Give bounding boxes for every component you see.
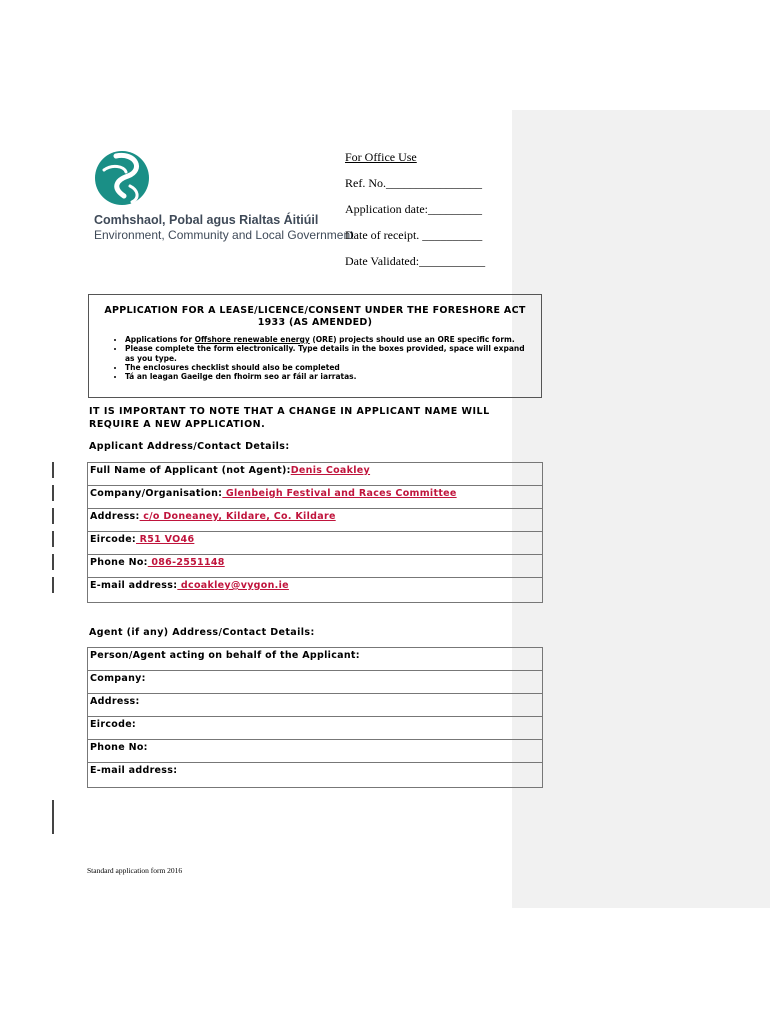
agent-table	[87, 647, 543, 788]
applicant-email-row[interactable]: E-mail address: dcoakley@vygon.ie	[90, 580, 289, 591]
application-title-box	[88, 294, 542, 398]
agent-heading: Agent (if any) Address/Contact Details:	[89, 627, 315, 638]
change-bar	[52, 800, 54, 834]
agent-email-row[interactable]: E-mail address:	[90, 765, 178, 776]
comment-margin-panel	[512, 110, 770, 908]
applicant-name-row[interactable]: Full Name of Applicant (not Agent):Denis Coakley	[88, 463, 542, 486]
applicant-eircode-value[interactable]: R51 VO46	[136, 534, 195, 545]
instruction-item: • Applications for Offshore renewable energy (ORE) projects should use an ORE specific form.	[125, 335, 529, 344]
agent-company-row[interactable]: Company:	[88, 671, 542, 694]
applicant-phone-row[interactable]: Phone No: 086-2551148	[88, 555, 542, 578]
agent-eircode-row[interactable]: Eircode:	[88, 717, 542, 740]
application-date-field: Application date:_________	[345, 202, 482, 216]
change-bar	[52, 485, 54, 501]
applicant-company-value[interactable]: Glenbeigh Festival and Races Committee	[222, 488, 457, 499]
instruction-item: • Please complete the form electronically. Type details in the boxes provided, space will expand as you type.	[125, 344, 529, 363]
applicant-address-row[interactable]: Address: c/o Doneaney, Kildare, Co. Kildare	[88, 509, 542, 532]
change-bar	[52, 554, 54, 570]
applicant-name-value[interactable]: Denis Coakley	[290, 465, 371, 476]
office-use-block	[345, 150, 485, 280]
receipt-date-field: Date of receipt. __________	[345, 228, 483, 242]
logo-name-english: Environment, Community and Local Government	[94, 228, 354, 242]
agent-person-row[interactable]: Person/Agent acting on behalf of the Applicant:	[88, 648, 542, 671]
ore-link[interactable]: Offshore renewable energy	[194, 335, 310, 344]
agent-phone-row[interactable]: Phone No:	[88, 740, 542, 763]
agent-address-row[interactable]: Address:	[88, 694, 542, 717]
instruction-item: • The enclosures checklist should also be completed	[125, 363, 529, 372]
footer-text: Standard application form 2016	[87, 866, 183, 875]
instructions-list	[89, 335, 541, 381]
office-use-title: For Office Use	[345, 150, 417, 164]
change-bar	[52, 531, 54, 547]
ref-no-field: Ref. No.________________	[345, 176, 482, 190]
applicant-company-row[interactable]: Company/Organisation: Glenbeigh Festival and Races Committee	[88, 486, 542, 509]
applicant-address-value[interactable]: c/o Doneaney, Kildare, Co. Kildare	[139, 511, 336, 522]
applicant-table	[87, 462, 543, 603]
important-notice: IT IS IMPORTANT TO NOTE THAT A CHANGE IN APPLICANT NAME WILL REQUIRE A NEW APPLICATION.	[89, 406, 490, 430]
instruction-item: • Tá an leagan Gaeilge den fhoirm seo ar fáil ar iarratas.	[125, 372, 529, 381]
validated-date-field: Date Validated:___________	[345, 254, 486, 268]
change-bar	[52, 462, 54, 478]
application-title: APPLICATION FOR A LEASE/LICENCE/CONSENT UNDER THE FORESHORE ACT 1933 (AS AMENDED)	[104, 305, 526, 328]
applicant-heading: Applicant Address/Contact Details:	[89, 441, 290, 452]
applicant-phone-value[interactable]: 086-2551148	[147, 557, 225, 568]
change-bar	[52, 577, 54, 593]
logo-name-irish: Comhshaol, Pobal agus Rialtas Áitiúil	[94, 213, 319, 227]
applicant-eircode-row[interactable]: Eircode: R51 VO46	[88, 532, 542, 555]
change-bar	[52, 508, 54, 524]
applicant-email-value[interactable]: dcoakley@vygon.ie	[177, 580, 289, 591]
